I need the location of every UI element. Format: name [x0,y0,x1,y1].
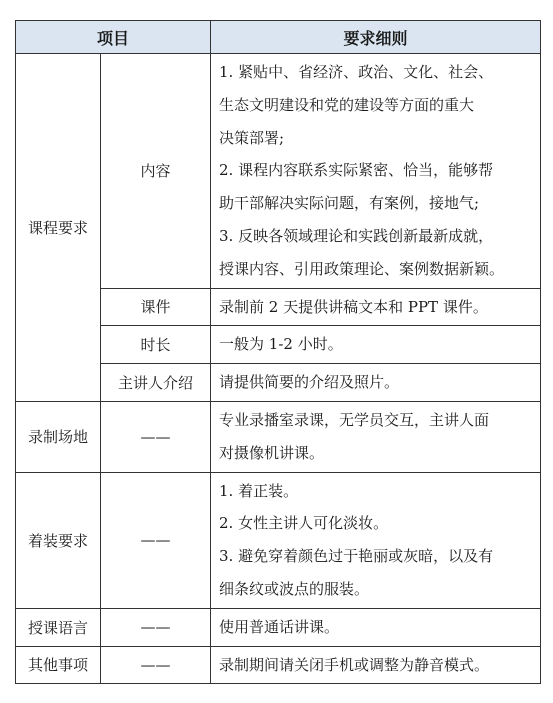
dress-details [211,472,541,608]
requirements-table [15,20,541,684]
header-details: 要求细则 [211,21,541,54]
content-line: 生态文明建设和党的建设等方面的重大 [219,95,475,114]
language-details: 使用普通话讲课。 [211,608,541,646]
content-line: 决策部署; [219,128,285,147]
lecturer-label: 主讲人介绍 [101,364,211,402]
header-item: 项目 [16,21,211,54]
table-row [16,646,541,684]
table-row [16,472,541,608]
other-details: 录制期间请关闭手机或调整为静音模式。 [211,646,541,684]
venue-sub: —— [101,401,211,472]
language-label: 授课语言 [16,608,101,646]
content-line: 授课内容、引用政策理论、案例数据新颖。 [219,259,505,278]
table-row [16,608,541,646]
content-details [211,54,541,289]
language-sub: —— [101,608,211,646]
content-line: 1. 紧贴中、省经济、政治、文化、社会、 [219,63,494,81]
course-requirements-label: 课程要求 [16,54,101,402]
duration-details: 一般为 1-2 小时。 [211,326,541,364]
venue-line: 对摄像机讲课。 [219,443,325,462]
lecturer-details: 请提供简要的介绍及照片。 [211,364,541,402]
venue-line: 专业录播室录课，无学员交互，主讲人面 [219,410,490,429]
dress-line: 2. 女性主讲人可化淡妆。 [219,514,389,533]
dress-label: 着装要求 [16,472,101,608]
content-line: 助干部解决实际问题，有案例，接地气; [219,194,480,213]
other-sub: —— [101,646,211,684]
table-row [16,401,541,472]
dress-line: 细条纹或波点的服装。 [219,579,370,598]
header-row [16,21,541,54]
venue-label: 录制场地 [16,401,101,472]
dress-line: 1. 着正装。 [219,481,299,500]
courseware-details: 录制前 2 天提供讲稿文本和 PPT 课件。 [211,288,541,326]
venue-details [211,401,541,472]
table-row [16,54,541,289]
content-label: 内容 [101,54,211,289]
content-line: 2. 课程内容联系实际紧密、恰当，能够帮 [219,161,494,180]
courseware-label: 课件 [101,288,211,326]
dress-line: 3. 避免穿着颜色过于艳丽或灰暗，以及有 [219,547,494,566]
content-line: 3. 反映各领域理论和实践创新最新成就， [219,226,494,245]
duration-label: 时长 [101,326,211,364]
other-label: 其他事项 [16,646,101,684]
dress-sub: —— [101,472,211,608]
